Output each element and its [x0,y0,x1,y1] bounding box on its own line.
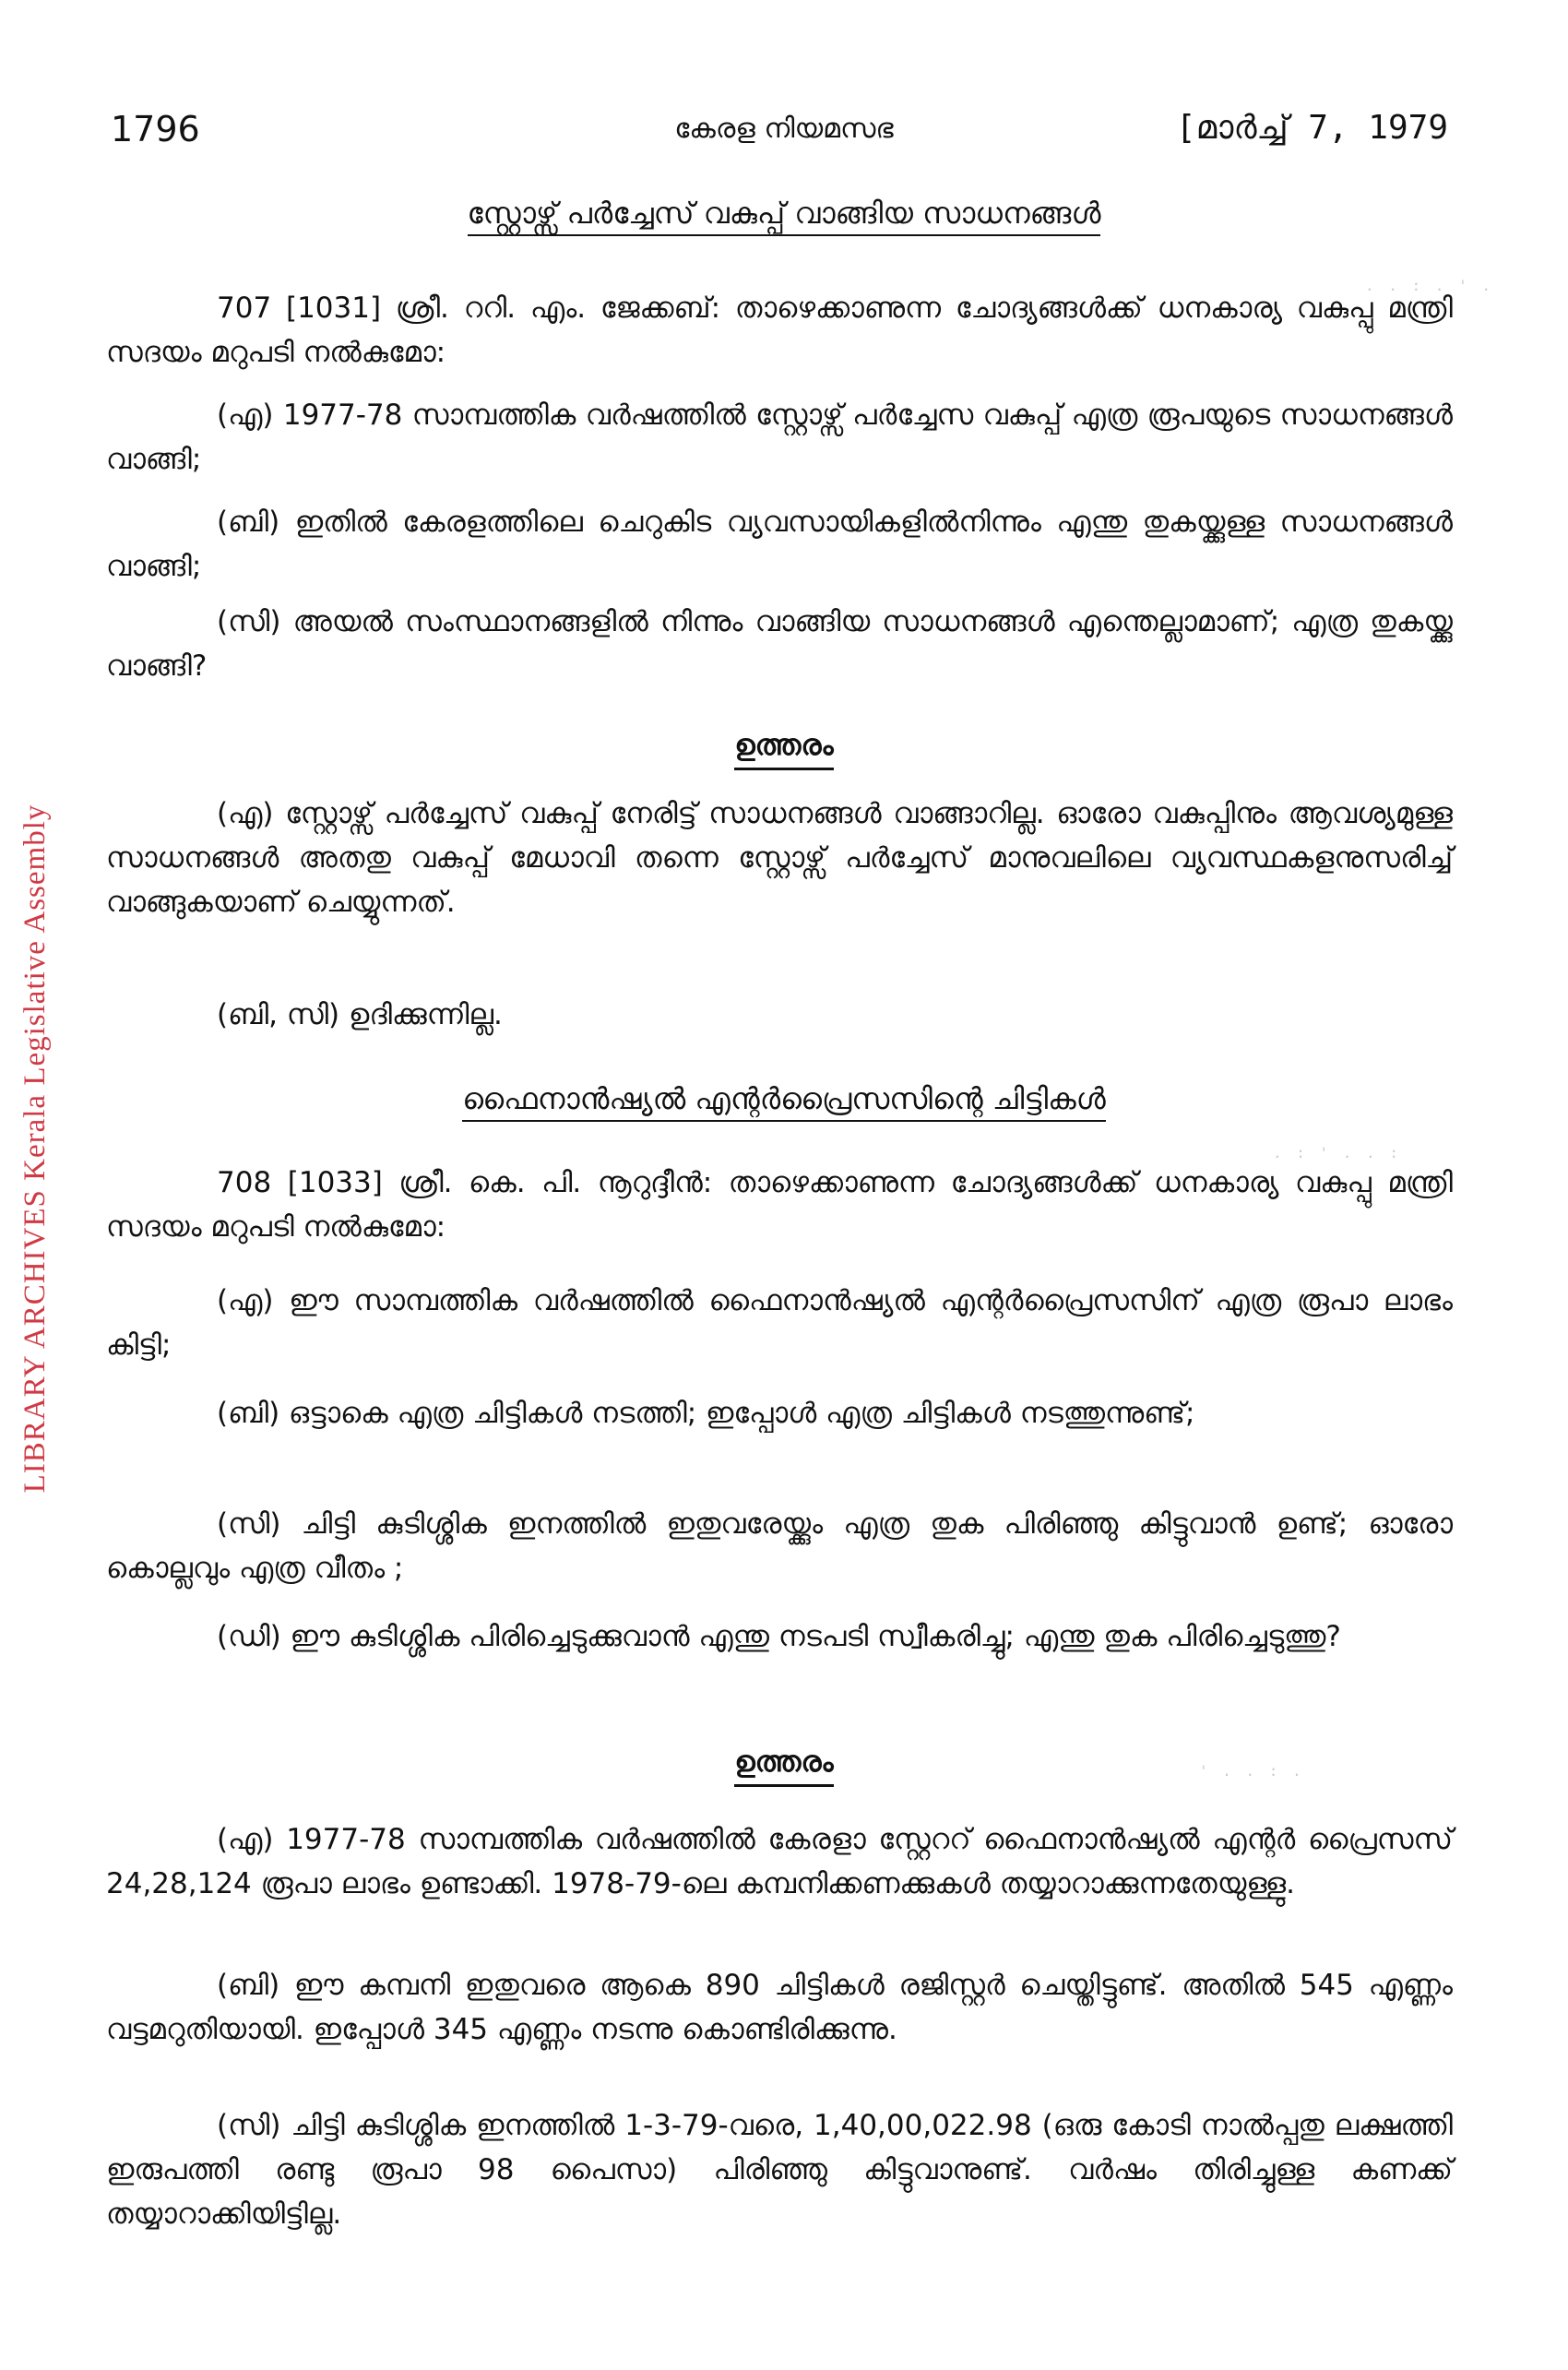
question-707-b: (ബി) ഇതിൽ കേരളത്തിലെ ചെറുകിട വ്യവസായികളിൽനിന്നും എന്തു തുകയ്ക്കുള്ള സാധനങ്ങൾ വാങ്ങി; [106,506,1453,583]
scan-noise: . : ' . . : [1273,1144,1401,1161]
archive-watermark: LIBRARY ARCHIVES Kerala Legislative Assembly [18,804,52,1494]
question-708-intro: 708 [1033] ശ്രീ. കെ. പി. നൂറുദ്ദീൻ: താഴെക്കാണുന്ന ചോദ്യങ്ങൾക്ക് ധനകാര്യ വകുപ്പു മന്ത്രി സദയം മറുപടി നൽകുമോ: [106,1166,1453,1244]
question-707-c: (സി) അയൽ സംസ്ഥാനങ്ങളിൽ നിന്നും വാങ്ങിയ സാധനങ്ങൾ എന്തെല്ലാമാണ്; എത്ര തുകയ്ക്കു വാങ്ങി? [106,605,1453,683]
page-header [111,109,1457,164]
page-number: 1796 [111,109,200,149]
scan-noise: ' . . : . [1199,1762,1304,1780]
answer-707-bc: (ബി, സി) ഉദിക്കുന്നില്ല. [217,998,503,1031]
answer-heading-2: ഉത്തരം [111,1745,1457,1780]
answer-708-b: (ബി) ഈ കമ്പനി ഇതുവരെ ആകെ 890 ചിട്ടികൾ രജിസ്റ്റർ ചെയ്തിട്ടുണ്ട്. അതിൽ 545 എണ്ണം വട്ടമറുതിയായി. ഇപ്പോൾ 345 എണ്ണം നടന്നു കൊണ്ടിരിക്കുന്നു. [106,1969,1453,2046]
header-date: [മാർച്ച് 7, 1979 [1175,109,1448,147]
answer-heading-1: ഉത്തരം [111,729,1457,763]
question-707-intro: 707 [1031] ശ്രീ. ററി. എം. ജേക്കബ്: താഴെക്കാണുന്ന ചോദ്യങ്ങൾക്ക് ധനകാര്യ വകുപ്പു മന്ത്രി സദയം മറുപടി നൽകുമോ: [106,292,1453,369]
question-707-a: (എ) 1977-78 സാമ്പത്തിക വർഷത്തിൽ സ്റ്റോഴ്സ് പർച്ചേസ വകുപ്പ് എത്ര രൂപയുടെ സാധനങ്ങൾ വാങ്ങി; [106,399,1453,476]
running-title: കേരള നിയമസഭ [674,113,894,145]
question-708-d: (ഡി) ഈ കുടിശ്ശിക പിരിച്ചെടുക്കുവാൻ എന്തു നടപടി സ്വീകരിച്ചു; എന്തു തുക പിരിച്ചെടുത്തു? [217,1620,1341,1653]
section-1-title: സ്റ്റോഴ്സ് പർച്ചേസ് വകുപ്പ് വാങ്ങിയ സാധനങ്ങൾ [111,196,1457,232]
answer-708-a: (എ) 1977-78 സാമ്പത്തിക വർഷത്തിൽ കേരളാ സ്റ്റേററ് ഫൈനാൻഷ്യൽ എന്റർ പ്രൈസസ് 24,28,124 രൂപാ ലാഭം ഉണ്ടാക്കി. 1978-79-ലെ കമ്പനിക്കണക്കുകൾ തയ്യാറാക്കുന്നതേയുള്ളു. [106,1823,1453,1900]
answer-708-c: (സി) ചിട്ടി കുടിശ്ശിക ഇനത്തിൽ 1-3-79-വരെ, 1,40,00,022.98 (ഒരു കോടി നാൽപ്പതു ലക്ഷത്തി ഇരുപത്തി രണ്ടു രൂപാ 98 പൈസാ) പിരിഞ്ഞു കിട്ടുവാനുണ്ട്. വർഷം തിരിച്ചുള്ള കണക്ക് തയ്യാറാക്കിയിട്ടില്ല. [106,2109,1453,2231]
section-2-title: ഫൈനാൻഷ്യൽ എന്റർപ്രൈസസിന്റെ ചിട്ടികൾ [111,1081,1457,1117]
question-708-c: (സി) ചിട്ടി കുടിശ്ശിക ഇനത്തിൽ ഇതുവരേയ്ക്കും എത്ര തുക പിരിഞ്ഞു കിട്ടുവാൻ ഉണ്ട്; ഓരോ കൊല്ലവും എത്ര വീതം ; [106,1507,1453,1585]
answer-707-a: (എ) സ്റ്റോഴ്സ് പർച്ചേസ് വകുപ്പ് നേരിട്ട് സാധനങ്ങൾ വാങ്ങാറില്ല. ഓരോ വകുപ്പിനും ആവശ്യമുള്ള സാധനങ്ങൾ അതതു വകുപ്പ് മേധാവി തന്നെ സ്റ്റോഴ്സ് പർച്ചേസ് മാനുവലിലെ വ്യവസ്ഥകളനുസരിച്ച് വാങ്ങുകയാണ് ചെയ്യുന്നത്. [106,797,1453,919]
scan-noise: . . : . ' . [1365,277,1493,294]
question-708-b: (ബി) ഒട്ടാകെ എത്ര ചിട്ടികൾ നടത്തി; ഇപ്പോൾ എത്ര ചിട്ടികൾ നടത്തുന്നുണ്ട്; [217,1397,1195,1430]
question-708-a: (എ) ഈ സാമ്പത്തിക വർഷത്തിൽ ഫൈനാൻഷ്യൽ എന്റർപ്രൈസസിന് എത്ര രൂപാ ലാഭം കിട്ടി; [106,1284,1453,1362]
